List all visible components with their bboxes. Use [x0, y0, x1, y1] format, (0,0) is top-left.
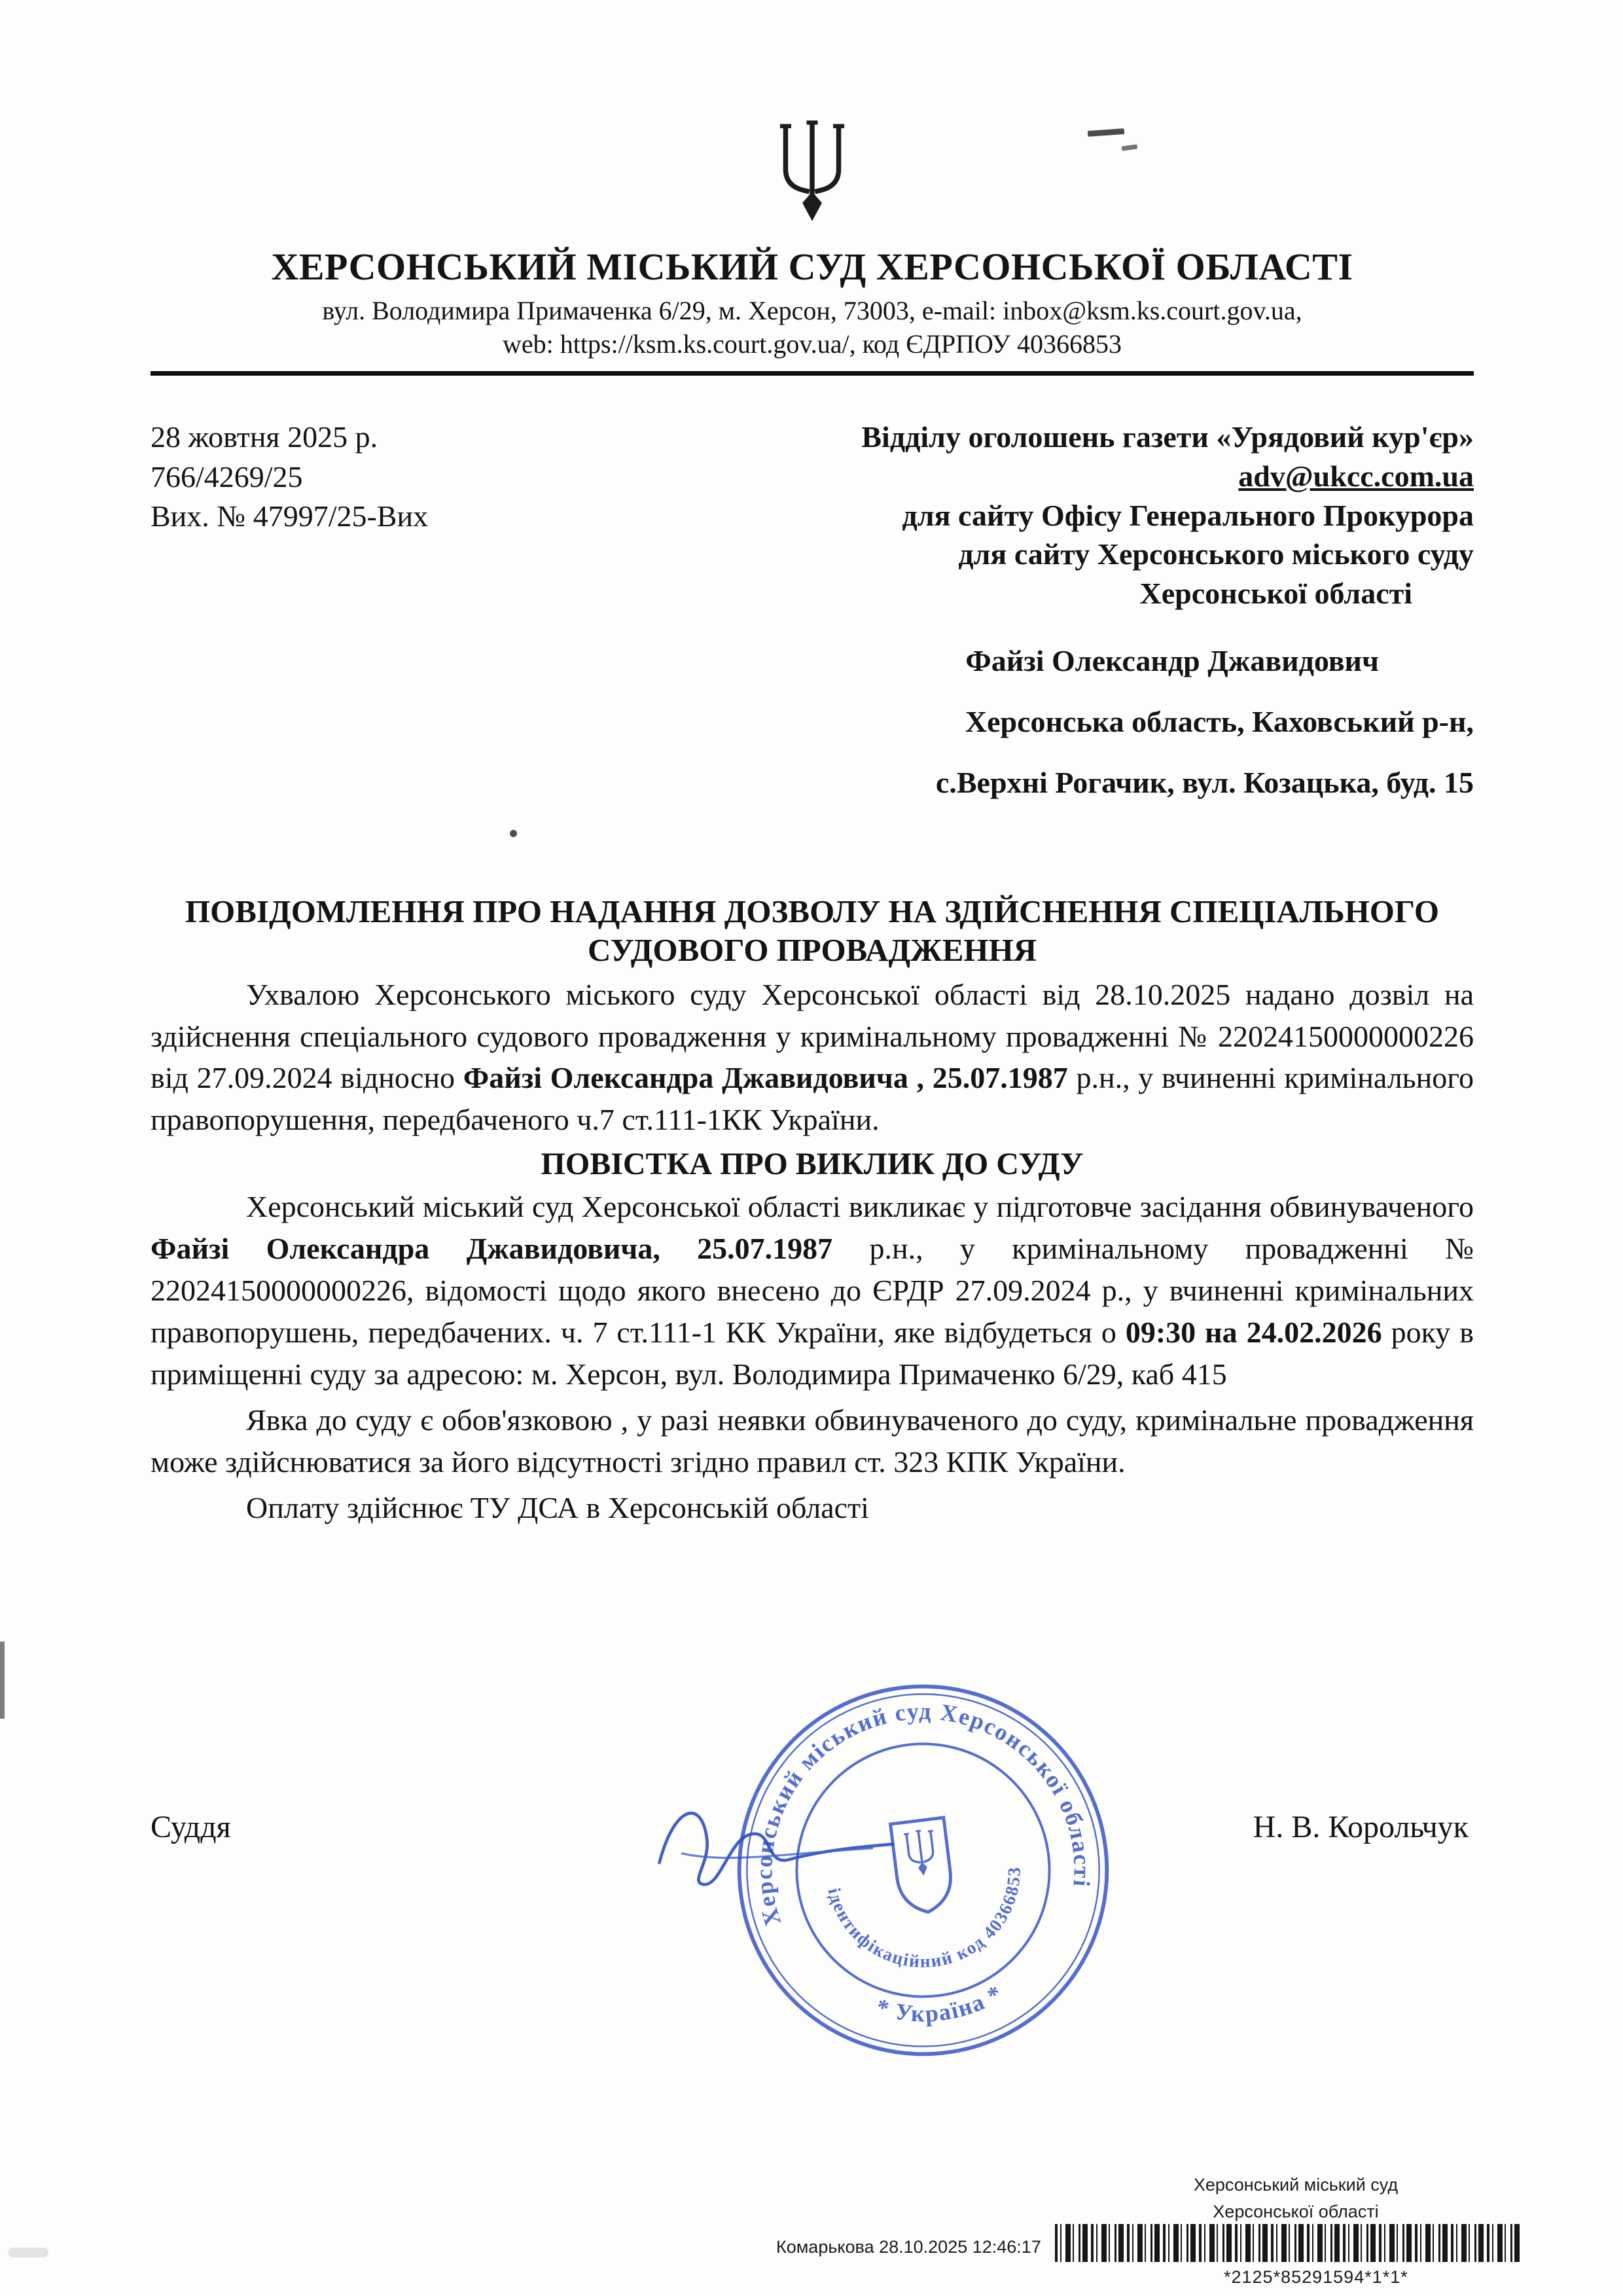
recipient-email: adv@ukcc.com.ua — [1238, 459, 1474, 493]
para-summons-text-3: року в приміщенні суду за адресою: м. Херсон, вул. Володимира Примаченко 6/29, каб 415 — [151, 1316, 1474, 1391]
doc-date: 28 жовтня 2025 р. — [151, 420, 378, 454]
para-ruling-accused: Файзі Олександра Джавидовича , 25.07.1987 — [463, 1061, 1068, 1095]
addressee-name: Файзі Олександр Джавидович — [965, 643, 1379, 677]
recipient-prosecutor-site: для сайту Офісу Генерального Прокурора — [902, 498, 1474, 532]
para-summons-accused: Файзі Олександра Джавидовича, 25.07.1987 — [151, 1232, 833, 1266]
footer-court-line-1: Херсонський міський суд — [1193, 2175, 1399, 2195]
notice-title — [151, 893, 1474, 970]
recipients-block — [861, 418, 1474, 613]
info-row — [151, 418, 1474, 613]
addressee-address-2: с.Верхні Рогачик, вул. Козацька, буд. 15 — [935, 765, 1474, 799]
recipient-newspaper: Відділу оголошень газети «Урядовий кур'єр» — [861, 420, 1474, 454]
stamp-country-text: * Україна * — [873, 1979, 1008, 2027]
ukraine-trident-emblem — [770, 117, 854, 226]
para-ruling-text-2: р.н., у вчиненні кримінального правопорушення, передбаченого ч.7 ст.111-1КК України. — [151, 1061, 1474, 1137]
header-divider — [151, 371, 1474, 376]
court-web: web: https://ksm.ks.court.gov.ua/, код ЄДРПОУ 40366853 — [503, 329, 1122, 359]
stamp-id-code-text: ідентифікаційний код 40366853 — [824, 1865, 1024, 1971]
para-summons-text-2: р.н., у кримінальному провадженні № 22024150000000226, відомості щодо якого внесено до ЄРДР 27.09.2024 р., у вчиненні кримінальних правопорушень, передбачених. ч. 7 ст.111-1 КК України, яке відбудеться о — [151, 1232, 1474, 1350]
court-name: ХЕРСОНСЬКИЙ МІСЬКИЙ СУД ХЕРСОНСЬКОЇ ОБЛАСТІ — [271, 245, 1353, 288]
notice-title-line-2: СУДОВОГО ПРОВАДЖЕННЯ — [588, 931, 1037, 968]
barcode — [1055, 2224, 1522, 2262]
para-ruling — [151, 974, 1474, 1141]
para-attendance: Явка до суду є обов'язковою , у разі неявки обвинуваченого до суду, кримінальне провадження може здійснюватися за його відсутності згідно правил ст. 323 КПК України. — [151, 1403, 1474, 1479]
case-number: 766/4269/25 — [151, 459, 303, 493]
para-payment: Оплату здійснює ТУ ДСА в Херсонській області — [246, 1490, 869, 1524]
judge-name: Н. В. Корольчук — [1253, 1809, 1469, 1844]
barcode-caption: *2125*85291594*1*1* — [1224, 2267, 1408, 2287]
para-summons-datetime: 09:30 на 24.02.2026 — [1125, 1316, 1382, 1350]
footer-court-line-2: Херсонської області — [1213, 2201, 1379, 2221]
addressee-block — [151, 643, 1474, 800]
addressee-address-1: Херсонська область, Каховський р-н, — [965, 704, 1474, 738]
footer-strip — [772, 2172, 1558, 2289]
meta-block — [151, 418, 428, 613]
recipient-court-region: Херсонської області — [1139, 577, 1412, 611]
para-summons-text-1: Херсонський міський суд Херсонської області викликає у підготовче засідання обвинуваченого — [246, 1190, 1474, 1224]
emblem-container — [151, 117, 1474, 226]
court-address: вул. Володимира Примаченка 6/29, м. Херсон, 73003, e-mail: inbox@ksm.ks.court.gov.ua, — [322, 296, 1302, 325]
para-ruling-text-1: Ухвалою Херсонського міського суду Херсонської області від 28.10.2025 надано дозвіл на здійснення спеціального судового провадження у кримінальному провадженні № 22024150000000226 від 27.09.2024 відносно — [151, 977, 1474, 1095]
summons-heading: ПОВІСТКА ПРО ВИКЛИК ДО СУДУ — [541, 1147, 1084, 1182]
para-summons — [151, 1186, 1474, 1395]
outgoing-number: Вих. № 47997/25-Вих — [151, 499, 429, 533]
judge-signature — [651, 1775, 939, 1909]
recipient-court-site: для сайту Херсонського міського суду — [958, 537, 1474, 571]
judge-role-label: Суддя — [151, 1809, 231, 1844]
stamp-ring-text: Херсонський міський суд Херсонської області — [751, 1698, 1096, 1929]
notice-title-line-1: ПОВІДОМЛЕННЯ ПРО НАДАННЯ ДОЗВОЛУ НА ЗДІЙСНЕННЯ СПЕЦІАЛЬНОГО — [185, 893, 1439, 929]
footer-court-lines — [1185, 2172, 1407, 2225]
footer-operator-line: Комарькова 28.10.2025 12:46:17 — [776, 2237, 1041, 2257]
svg-text:* Україна * — [870, 1979, 1009, 2034]
